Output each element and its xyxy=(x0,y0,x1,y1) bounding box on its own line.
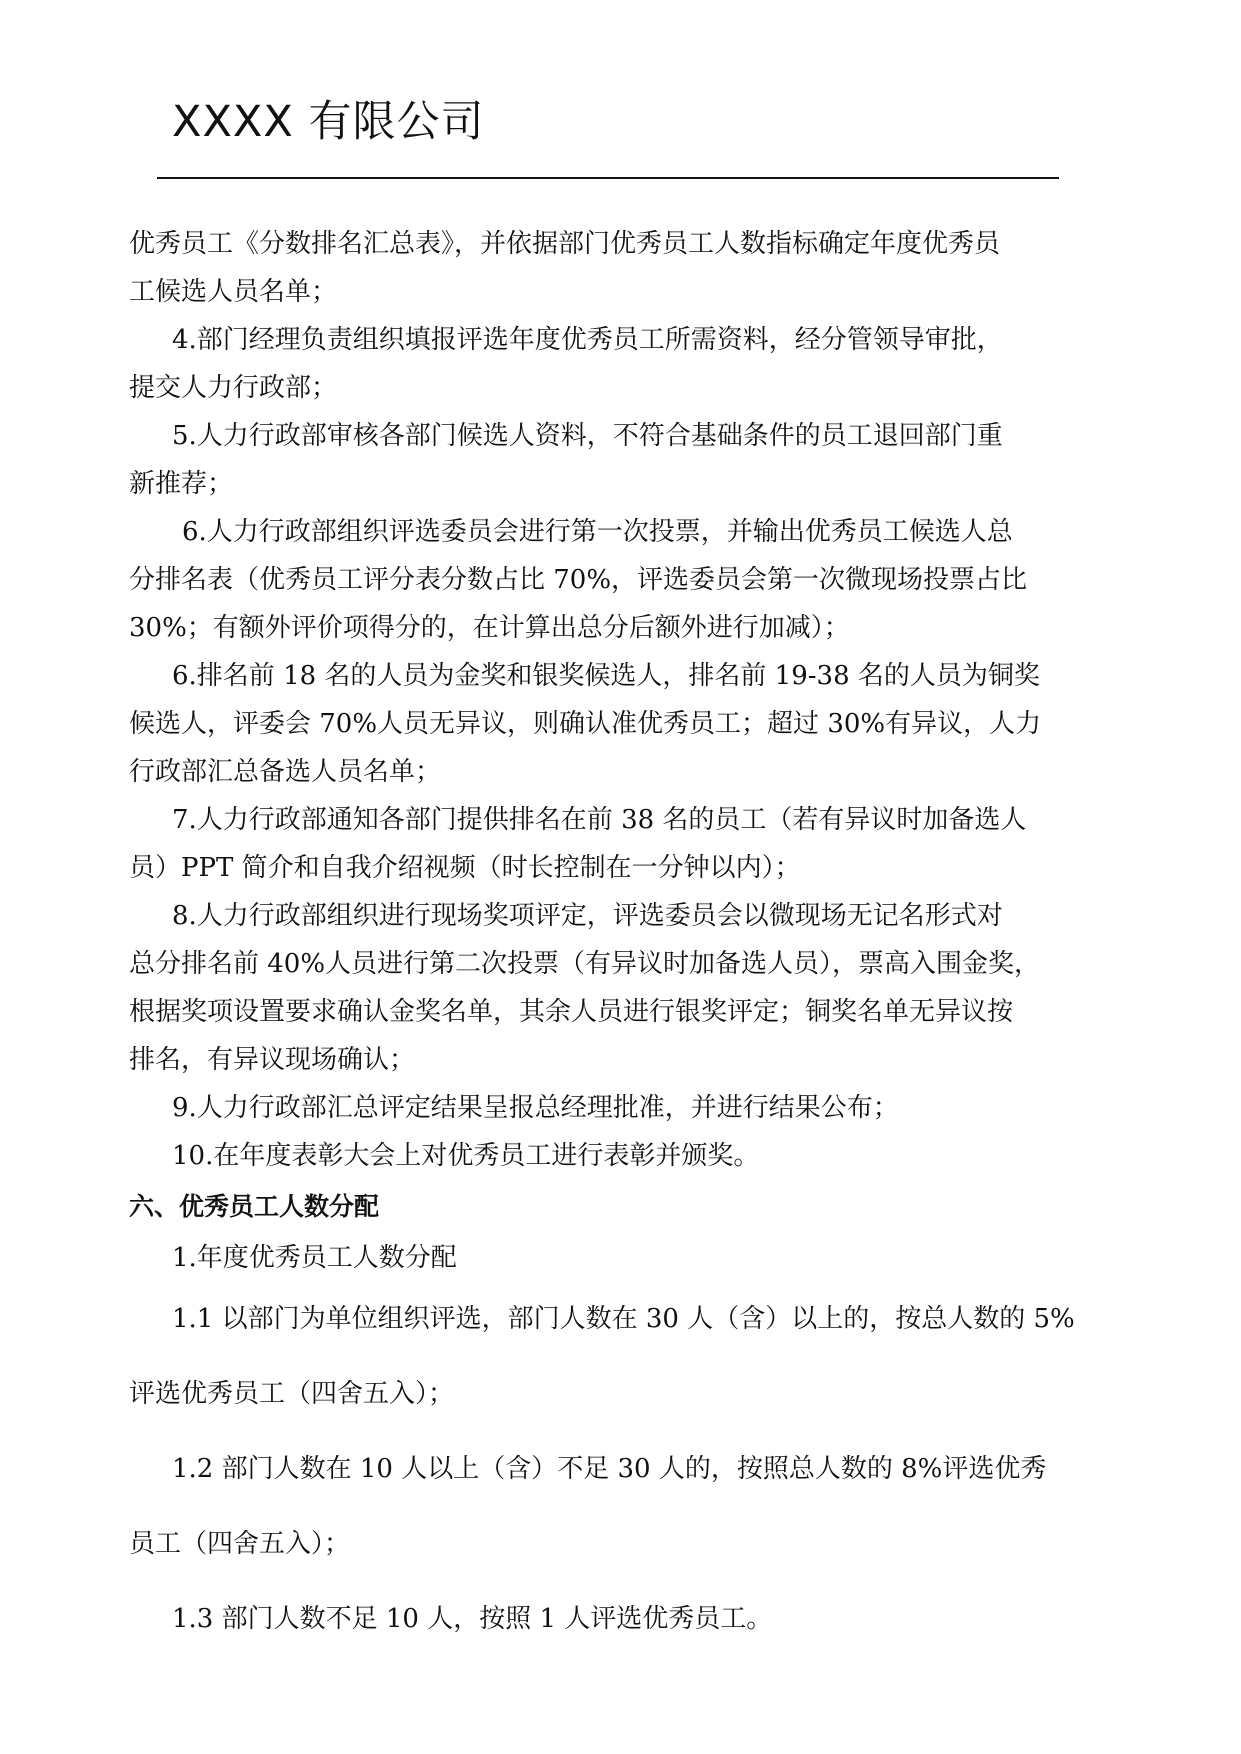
paragraph-line: 6.排名前 18 名的人员为金奖和银奖候选人，排名前 19-38 名的人员为铜奖 xyxy=(172,661,1040,691)
document-body xyxy=(129,220,1109,1657)
paragraph-line: 1.2 部门人数在 10 人以上（含）不足 30 人的，按照总人数的 8%评选优秀 xyxy=(172,1454,1047,1484)
paragraph-line: 员）PPT 简介和自我介绍视频（时长控制在一分钟以内）； xyxy=(129,853,801,883)
paragraph-line: 1.3 部门人数不足 10 人，按照 1 人评选优秀员工。 xyxy=(172,1604,773,1634)
paragraph-line: 提交人力行政部； xyxy=(129,373,338,403)
paragraph-line: 6.人力行政部组织评选委员会进行第一次投票，并输出优秀员工候选人总 xyxy=(182,517,1013,547)
paragraph-line: 总分排名前 40%人员进行第二次投票（有异议时加备选人员），票高入围金奖， xyxy=(129,949,1041,979)
paragraph-line: 1.1 以部门为单位组织评选，部门人数在 30 人（含）以上的，按总人数的 5% xyxy=(172,1304,1075,1334)
paragraph-line: 行政部汇总备选人员名单； xyxy=(129,757,442,787)
paragraph-line: 4.部门经理负责组织填报评选年度优秀员工所需资料，经分管领导审批， xyxy=(172,325,1003,355)
paragraph-line: 5.人力行政部审核各部门候选人资料，不符合基础条件的员工退回部门重 xyxy=(172,421,1003,451)
company-name: XXXX 有限公司 xyxy=(172,97,485,147)
paragraph-line: 9.人力行政部汇总评定结果呈报总经理批准，并进行结果公布； xyxy=(172,1093,899,1123)
paragraph-line: 分排名表（优秀员工评分表分数占比 70%，评选委员会第一次微现场投票占比 xyxy=(129,565,1028,595)
subsection-heading: 1.年度优秀员工人数分配 xyxy=(172,1243,457,1273)
header-divider xyxy=(157,177,1059,179)
paragraph-line: 优秀员工《分数排名汇总表》，并依据部门优秀员工人数指标确定年度优秀员 xyxy=(129,229,1001,259)
paragraph-line: 工候选人员名单； xyxy=(129,277,338,307)
paragraph-line: 30%；有额外评价项得分的，在计算出总分后额外进行加减）； xyxy=(129,613,850,643)
paragraph-line: 新推荐； xyxy=(129,469,234,499)
paragraph-line: 8.人力行政部组织进行现场奖项评定，评选委员会以微现场无记名形式对 xyxy=(172,901,1003,931)
section-heading: 六、优秀员工人数分配 xyxy=(129,1192,380,1221)
paragraph-line: 10.在年度表彰大会上对优秀员工进行表彰并颁奖。 xyxy=(172,1141,760,1171)
paragraph-line: 候选人，评委会 70%人员无异议，则确认准优秀员工；超过 30%有异议，人力 xyxy=(129,709,1042,739)
paragraph-line: 评选优秀员工（四舍五入）； xyxy=(129,1379,455,1409)
paragraph-line: 7.人力行政部通知各部门提供排名在前 38 名的员工（若有异议时加备选人 xyxy=(172,805,1027,835)
paragraph-line: 根据奖项设置要求确认金奖名单，其余人员进行银奖评定；铜奖名单无异议按 xyxy=(129,997,1014,1027)
paragraph-line: 员工（四舍五入）； xyxy=(129,1529,351,1559)
paragraph-line: 排名，有异议现场确认； xyxy=(129,1045,416,1075)
